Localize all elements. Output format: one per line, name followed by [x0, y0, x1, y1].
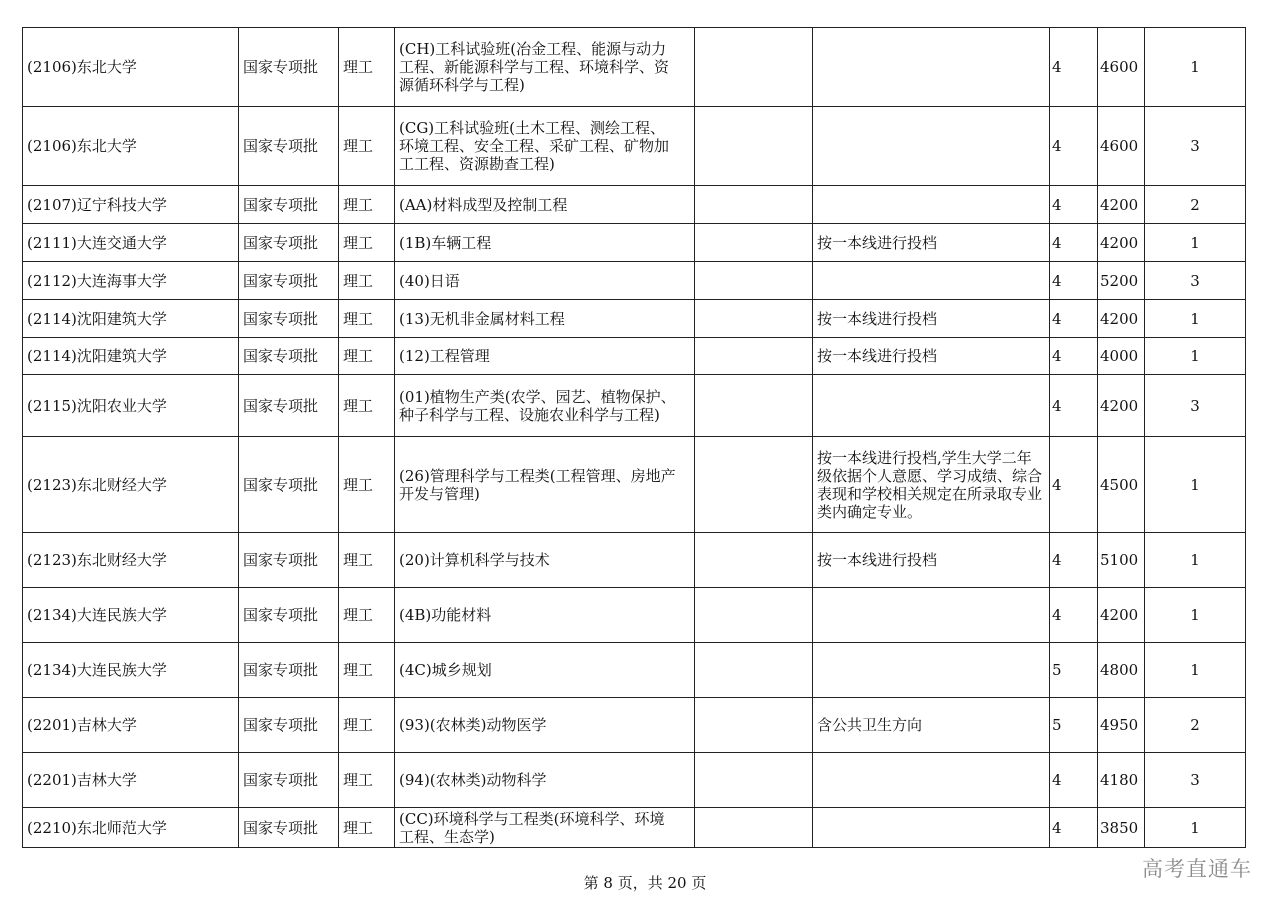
note-cell [813, 107, 1050, 186]
blank-cell [695, 533, 813, 588]
batch-cell: 国家专项批 [239, 753, 339, 808]
major-cell: (94)(农林类)动物科学 [395, 753, 695, 808]
note-cell [813, 28, 1050, 107]
batch-cell: 国家专项批 [239, 28, 339, 107]
school-cell: (2134)大连民族大学 [23, 588, 239, 643]
tuition-cell: 4200 [1098, 375, 1145, 437]
tuition-cell: 4000 [1098, 338, 1145, 375]
years-cell: 4 [1050, 437, 1098, 533]
note-cell [813, 753, 1050, 808]
years-cell: 4 [1050, 300, 1098, 338]
years-cell: 4 [1050, 224, 1098, 262]
tuition-cell: 4600 [1098, 107, 1145, 186]
table-row [23, 28, 1246, 107]
category-cell: 理工 [339, 300, 395, 338]
batch-cell: 国家专项批 [239, 588, 339, 643]
batch-cell: 国家专项批 [239, 338, 339, 375]
blank-cell [695, 643, 813, 698]
table-row [23, 533, 1246, 588]
plan-cell: 2 [1145, 698, 1246, 753]
tuition-cell: 4180 [1098, 753, 1145, 808]
plan-cell: 3 [1145, 262, 1246, 300]
plan-cell: 3 [1145, 375, 1246, 437]
blank-cell [695, 375, 813, 437]
batch-cell: 国家专项批 [239, 375, 339, 437]
table-row [23, 588, 1246, 643]
admissions-table [22, 27, 1246, 848]
category-cell: 理工 [339, 698, 395, 753]
batch-cell: 国家专项批 [239, 262, 339, 300]
blank-cell [695, 338, 813, 375]
years-cell: 5 [1050, 643, 1098, 698]
major-cell: (1B)车辆工程 [395, 224, 695, 262]
category-cell: 理工 [339, 262, 395, 300]
years-cell: 4 [1050, 753, 1098, 808]
school-cell: (2210)东北师范大学 [23, 808, 239, 848]
major-cell: (4C)城乡规划 [395, 643, 695, 698]
category-cell: 理工 [339, 643, 395, 698]
batch-cell: 国家专项批 [239, 643, 339, 698]
category-cell: 理工 [339, 224, 395, 262]
plan-cell: 3 [1145, 107, 1246, 186]
years-cell: 4 [1050, 375, 1098, 437]
major-cell: (93)(农林类)动物医学 [395, 698, 695, 753]
plan-cell: 3 [1145, 753, 1246, 808]
category-cell: 理工 [339, 808, 395, 848]
table-row [23, 375, 1246, 437]
table-row [23, 224, 1246, 262]
blank-cell [695, 698, 813, 753]
school-cell: (2111)大连交通大学 [23, 224, 239, 262]
table-row [23, 643, 1246, 698]
table-row [23, 262, 1246, 300]
table-row [23, 753, 1246, 808]
batch-cell: 国家专项批 [239, 698, 339, 753]
years-cell: 5 [1050, 698, 1098, 753]
years-cell: 4 [1050, 588, 1098, 643]
note-cell: 按一本线进行投档 [813, 338, 1050, 375]
plan-cell: 1 [1145, 224, 1246, 262]
plan-cell: 1 [1145, 643, 1246, 698]
batch-cell: 国家专项批 [239, 533, 339, 588]
note-cell [813, 588, 1050, 643]
blank-cell [695, 262, 813, 300]
major-cell: (AA)材料成型及控制工程 [395, 186, 695, 224]
blank-cell [695, 437, 813, 533]
blank-cell [695, 588, 813, 643]
blank-cell [695, 753, 813, 808]
batch-cell: 国家专项批 [239, 437, 339, 533]
years-cell: 4 [1050, 262, 1098, 300]
school-cell: (2123)东北财经大学 [23, 437, 239, 533]
batch-cell: 国家专项批 [239, 300, 339, 338]
category-cell: 理工 [339, 28, 395, 107]
category-cell: 理工 [339, 588, 395, 643]
school-cell: (2115)沈阳农业大学 [23, 375, 239, 437]
tuition-cell: 4200 [1098, 224, 1145, 262]
blank-cell [695, 808, 813, 848]
tuition-cell: 3850 [1098, 808, 1145, 848]
table-row [23, 698, 1246, 753]
school-cell: (2201)吉林大学 [23, 753, 239, 808]
category-cell: 理工 [339, 338, 395, 375]
blank-cell [695, 107, 813, 186]
category-cell: 理工 [339, 533, 395, 588]
note-cell [813, 643, 1050, 698]
tuition-cell: 4800 [1098, 643, 1145, 698]
blank-cell [695, 186, 813, 224]
plan-cell: 1 [1145, 338, 1246, 375]
plan-cell: 1 [1145, 588, 1246, 643]
category-cell: 理工 [339, 186, 395, 224]
school-cell: (2106)东北大学 [23, 28, 239, 107]
tuition-cell: 4500 [1098, 437, 1145, 533]
major-cell: (20)计算机科学与技术 [395, 533, 695, 588]
page-number: 第 8 页，共 20 页 [583, 874, 707, 892]
school-cell: (2114)沈阳建筑大学 [23, 338, 239, 375]
note-cell [813, 186, 1050, 224]
years-cell: 4 [1050, 28, 1098, 107]
batch-cell: 国家专项批 [239, 186, 339, 224]
school-cell: (2107)辽宁科技大学 [23, 186, 239, 224]
tuition-cell: 5100 [1098, 533, 1145, 588]
note-cell: 按一本线进行投档,学生大学二年级依据个人意愿、学习成绩、综合表现和学校相关规定在所录取专业类内确定专业。 [813, 437, 1050, 533]
batch-cell: 国家专项批 [239, 808, 339, 848]
major-cell: (40)日语 [395, 262, 695, 300]
watermark-text: 高考直通车 [1142, 857, 1252, 881]
tuition-cell: 4200 [1098, 186, 1145, 224]
table-row [23, 300, 1246, 338]
note-cell [813, 808, 1050, 848]
plan-cell: 1 [1145, 300, 1246, 338]
school-cell: (2134)大连民族大学 [23, 643, 239, 698]
plan-cell: 1 [1145, 28, 1246, 107]
note-cell [813, 262, 1050, 300]
note-cell: 按一本线进行投档 [813, 533, 1050, 588]
table-row [23, 107, 1246, 186]
tuition-cell: 4200 [1098, 588, 1145, 643]
table-row [23, 338, 1246, 375]
category-cell: 理工 [339, 437, 395, 533]
table-row [23, 437, 1246, 533]
note-cell: 按一本线进行投档 [813, 224, 1050, 262]
note-cell [813, 375, 1050, 437]
major-cell: (13)无机非金属材料工程 [395, 300, 695, 338]
major-cell: (12)工程管理 [395, 338, 695, 375]
years-cell: 4 [1050, 186, 1098, 224]
plan-cell: 1 [1145, 808, 1246, 848]
blank-cell [695, 300, 813, 338]
batch-cell: 国家专项批 [239, 107, 339, 186]
school-cell: (2123)东北财经大学 [23, 533, 239, 588]
batch-cell: 国家专项批 [239, 224, 339, 262]
years-cell: 4 [1050, 338, 1098, 375]
major-cell: (26)管理科学与工程类(工程管理、房地产开发与管理) [395, 437, 695, 533]
tuition-cell: 4600 [1098, 28, 1145, 107]
blank-cell [695, 224, 813, 262]
note-cell: 含公共卫生方向 [813, 698, 1050, 753]
school-cell: (2106)东北大学 [23, 107, 239, 186]
school-cell: (2114)沈阳建筑大学 [23, 300, 239, 338]
note-cell: 按一本线进行投档 [813, 300, 1050, 338]
plan-cell: 2 [1145, 186, 1246, 224]
major-cell: (CC)环境科学与工程类(环境科学、环境工程、生态学) [395, 808, 695, 848]
category-cell: 理工 [339, 107, 395, 186]
tuition-cell: 5200 [1098, 262, 1145, 300]
school-cell: (2112)大连海事大学 [23, 262, 239, 300]
major-cell: (CH)工科试验班(冶金工程、能源与动力工程、新能源科学与工程、环境科学、资源循环科学与工程) [395, 28, 695, 107]
plan-cell: 1 [1145, 533, 1246, 588]
years-cell: 4 [1050, 533, 1098, 588]
plan-cell: 1 [1145, 437, 1246, 533]
category-cell: 理工 [339, 753, 395, 808]
tuition-cell: 4950 [1098, 698, 1145, 753]
tuition-cell: 4200 [1098, 300, 1145, 338]
major-cell: (4B)功能材料 [395, 588, 695, 643]
major-cell: (01)植物生产类(农学、园艺、植物保护、种子科学与工程、设施农业科学与工程) [395, 375, 695, 437]
school-cell: (2201)吉林大学 [23, 698, 239, 753]
years-cell: 4 [1050, 808, 1098, 848]
table-row [23, 808, 1246, 848]
major-cell: (CG)工科试验班(土木工程、测绘工程、环境工程、安全工程、采矿工程、矿物加工工程、资源勘查工程) [395, 107, 695, 186]
years-cell: 4 [1050, 107, 1098, 186]
category-cell: 理工 [339, 375, 395, 437]
blank-cell [695, 28, 813, 107]
table-row [23, 186, 1246, 224]
